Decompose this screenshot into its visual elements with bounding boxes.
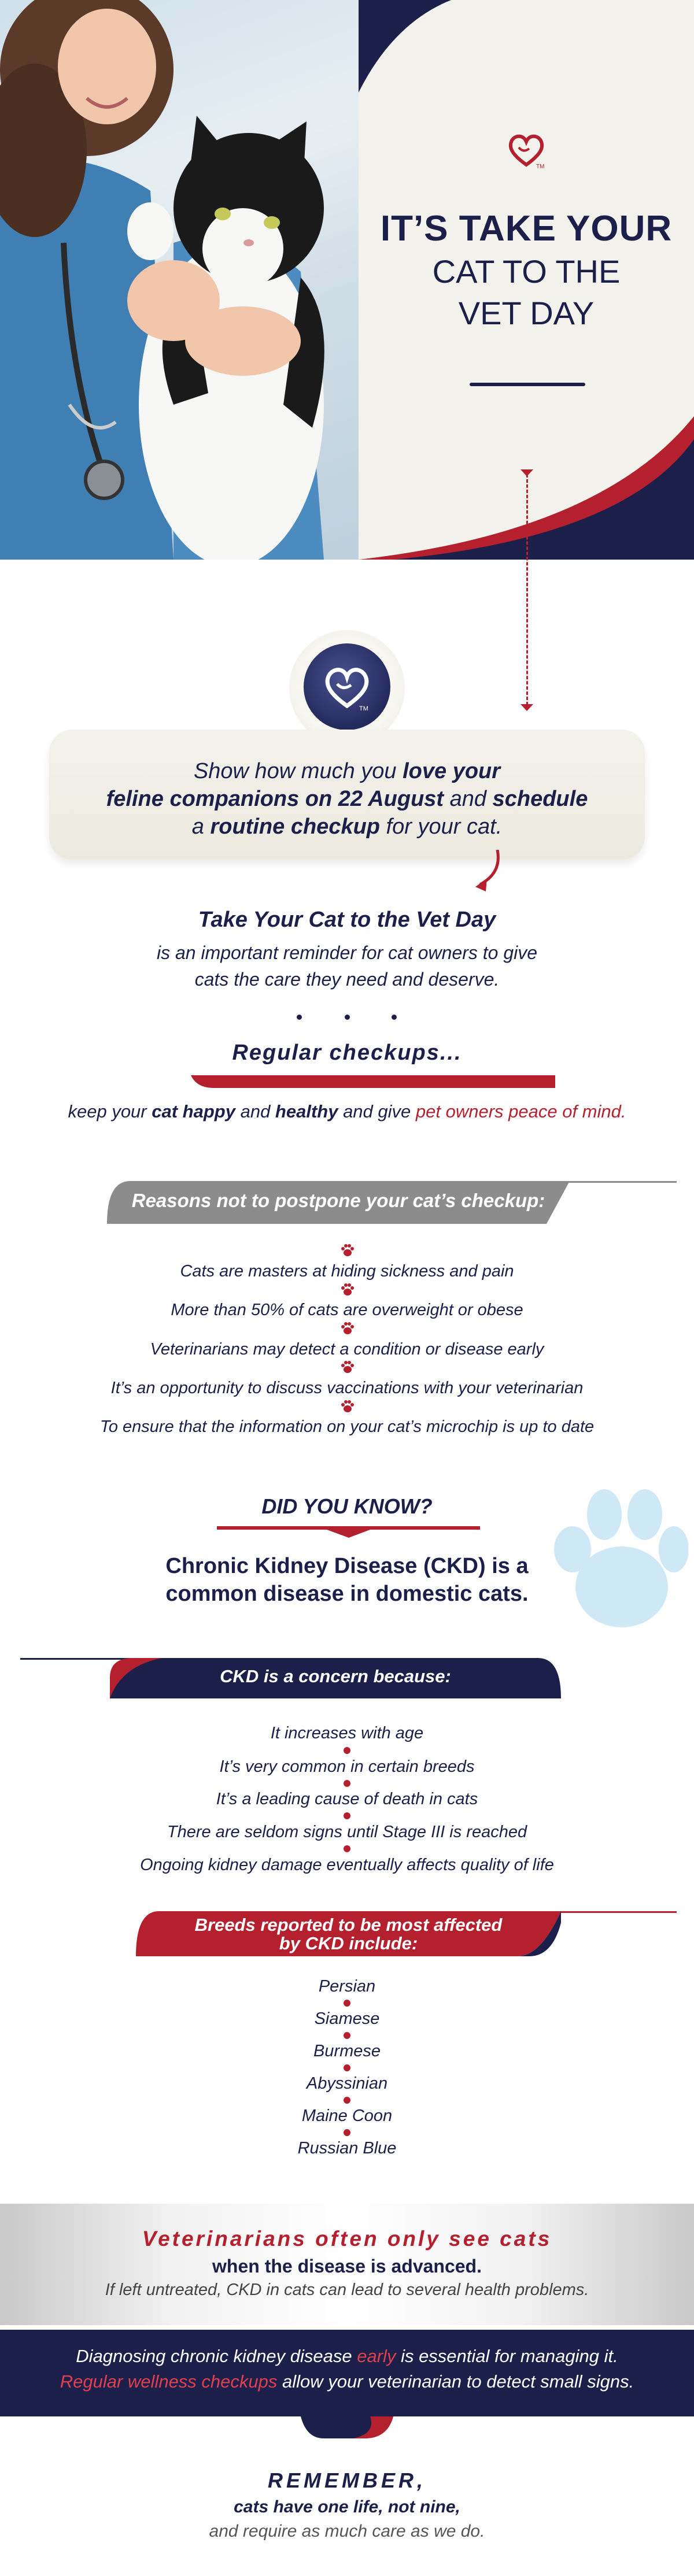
- hero-title-line1: IT’S TAKE YOUR: [380, 209, 673, 249]
- paw-icon: [340, 1282, 355, 1297]
- intro-text-part: and: [444, 787, 493, 811]
- bullet-dot: [344, 1780, 350, 1787]
- did-you-know-title: DID YOU KNOW?: [261, 1494, 433, 1518]
- bullet-dot: [344, 2064, 350, 2071]
- breed-item: Abyssinian: [306, 2074, 388, 2093]
- curved-arrow-icon: [474, 850, 509, 896]
- tycvd-line1: is an important reminder for cat owners to give: [156, 942, 538, 963]
- ckd-item: It increases with age: [270, 1724, 424, 1742]
- breed-item: Russian Blue: [297, 2139, 397, 2157]
- bullet-dot: [344, 1812, 350, 1819]
- separator-dot: [297, 1015, 302, 1020]
- vets-title: Veterinarians often only see cats: [142, 2227, 552, 2251]
- checkups-text: [0, 1101, 694, 1122]
- checkups-text-bold: healthy: [275, 1101, 338, 1122]
- tycvd-text: [0, 939, 694, 993]
- breed-item: Maine Coon: [301, 2107, 393, 2125]
- reason-item: Veterinarians may detect a condition or disease early: [150, 1340, 544, 1359]
- reason-item: To ensure that the information on your cat’s microchip is up to date: [99, 1417, 595, 1436]
- hero-underline: [470, 383, 585, 386]
- checkups-text-part: and: [235, 1101, 275, 1122]
- ckd-item: There are seldom signs until Stage III is reached: [167, 1823, 527, 1841]
- breeds-title-line1: Breeds reported to be most affected: [194, 1915, 503, 1935]
- logo-badge: [304, 643, 390, 730]
- ckd-title: CKD is a concern because:: [220, 1666, 451, 1686]
- reason-item: Cats are masters at hiding sickness and pain: [180, 1262, 514, 1280]
- paw-print-icon: [549, 1480, 688, 1642]
- did-you-know-line2: common disease in domestic cats.: [165, 1582, 529, 1606]
- checkups-text-bold: cat happy: [152, 1101, 235, 1122]
- ckd-item: It’s very common in certain breeds: [219, 1757, 475, 1776]
- bullet-dot: [344, 2097, 350, 2104]
- hero-title-line2: CAT TO THE: [432, 253, 621, 290]
- paw-icon: [340, 1360, 355, 1375]
- svg-text:TM: TM: [359, 705, 368, 712]
- paw-icon: [340, 1321, 355, 1336]
- bullet-dot: [344, 1845, 350, 1852]
- svg-text:TM: TM: [536, 164, 545, 170]
- checkups-text-red: pet owners peace of mind.: [415, 1101, 626, 1122]
- checkups-text-part: and give: [338, 1101, 416, 1122]
- intro-text-part: for your cat.: [380, 815, 503, 839]
- diagnosing-text-red: Regular wellness checkups: [60, 2371, 278, 2392]
- diagnosing-tab: [301, 2416, 393, 2438]
- reason-item: More than 50% of cats are overweight or obese: [171, 1301, 523, 1319]
- dashed-connector: [526, 474, 528, 705]
- reason-item: It’s an opportunity to discuss vaccinations with your veterinarian: [110, 1379, 584, 1397]
- heart-tm-icon: [304, 643, 390, 730]
- breed-item: Burmese: [313, 2042, 381, 2060]
- remember-line2: cats have one life, not nine,: [234, 2497, 460, 2516]
- paw-icon: [340, 1399, 355, 1414]
- hero-title: [370, 208, 682, 332]
- intro-text-bold: schedule: [492, 787, 588, 811]
- hero-title-line3: VET DAY: [458, 295, 595, 331]
- diagnosing-text-red: early: [357, 2346, 396, 2366]
- bullet-dot: [344, 2032, 350, 2039]
- remember-line3: and require as much care as we do.: [209, 2522, 485, 2541]
- did-you-know-bar: [217, 1526, 480, 1539]
- intro-text-part: Show how much you: [193, 759, 403, 783]
- vet-with-cat-illustration: [0, 0, 359, 560]
- intro-text: [69, 757, 625, 841]
- vets-subtitle: when the disease is advanced.: [212, 2256, 482, 2277]
- arrow-down-icon: [520, 704, 533, 711]
- reasons-title: Reasons not to postpone your cat’s checkup:: [131, 1190, 545, 1211]
- intro-text-bold: routine checkup: [210, 815, 380, 839]
- intro-text-part: a: [191, 815, 211, 839]
- remember-title: REMEMBER,: [267, 2468, 426, 2492]
- intro-text-bold: feline companions on 22 August: [106, 787, 444, 811]
- checkups-red-bar: [191, 1075, 555, 1088]
- bullet-dot: [344, 1747, 350, 1754]
- heart-tm-icon: [506, 130, 547, 171]
- ckd-item: It’s a leading cause of death in cats: [216, 1790, 478, 1808]
- hero-photo: [0, 0, 359, 560]
- diagnosing-text-part: is essential for managing it.: [396, 2346, 618, 2366]
- separator-dot: [345, 1015, 350, 1020]
- paw-icon: [340, 1243, 355, 1258]
- breed-item: Persian: [318, 1977, 376, 1996]
- diagnosing-text-part: allow your veterinarian to detect small signs.: [277, 2371, 634, 2392]
- checkups-title: Regular checkups...: [232, 1041, 462, 1065]
- diagnosing-text-part: Diagnosing chronic kidney disease: [76, 2346, 357, 2366]
- diagnosing-line1: [0, 2346, 694, 2367]
- breed-item: Siamese: [314, 2009, 380, 2028]
- hero-section: [0, 0, 694, 560]
- bullet-dot: [344, 2000, 350, 2007]
- tycvd-line2: cats the care they need and deserve.: [194, 969, 500, 990]
- breeds-title-line2: by CKD include:: [279, 1933, 418, 1953]
- breeds-title: [136, 1916, 561, 1953]
- did-you-know-line1: Chronic Kidney Disease (CKD) is a: [165, 1554, 529, 1578]
- hero-navy-corner-top: [359, 0, 451, 92]
- vets-note: If left untreated, CKD in cats can lead to several health problems.: [105, 2281, 589, 2299]
- tycvd-title: Take Your Cat to the Vet Day: [198, 908, 496, 932]
- checkups-text-part: keep your: [68, 1101, 152, 1122]
- diagnosing-line2: [0, 2371, 694, 2392]
- ckd-item: Ongoing kidney damage eventually affects quality of life: [140, 1856, 554, 1874]
- separator-dot: [392, 1015, 397, 1020]
- bullet-dot: [344, 2129, 350, 2136]
- intro-text-bold: love your: [403, 759, 501, 783]
